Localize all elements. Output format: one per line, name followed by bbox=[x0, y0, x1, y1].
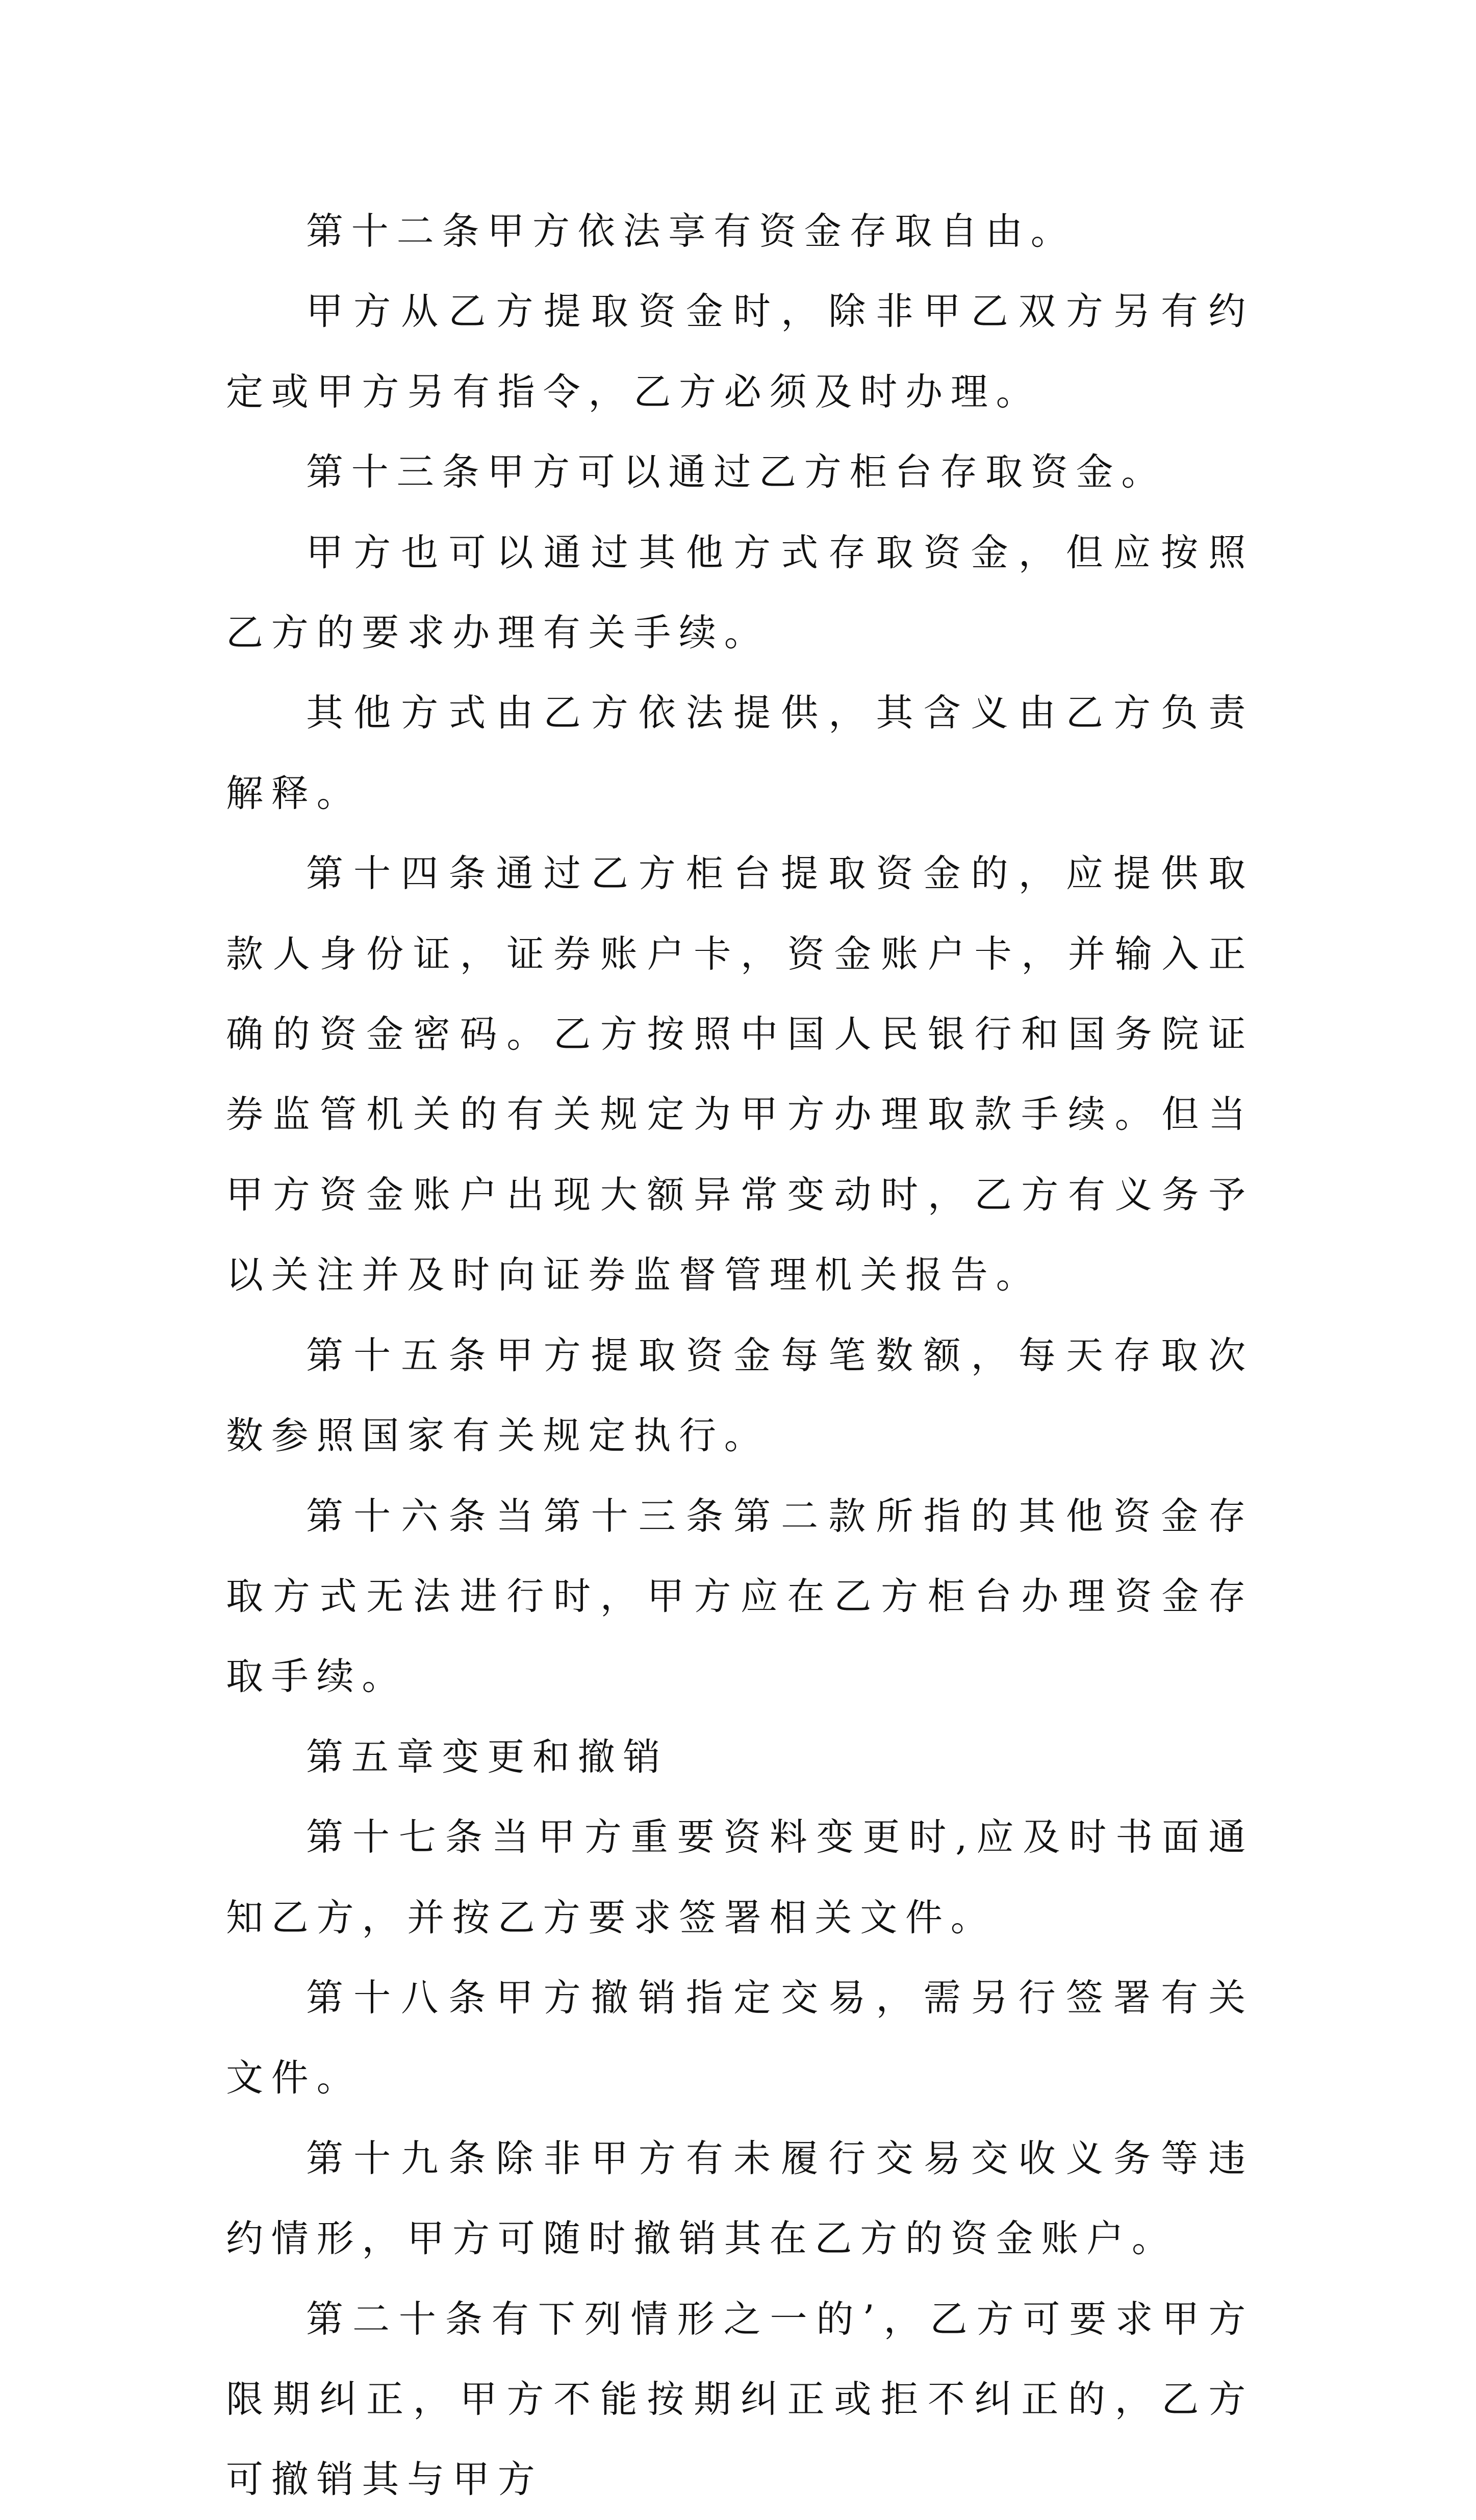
document-body bbox=[226, 191, 1254, 2520]
paragraph-withdrawal-handling: 甲方从乙方提取资金时，除非甲乙双方另有约定或甲方另有指令，乙方必须及时办理。 bbox=[226, 290, 1254, 414]
paragraph-article-17: 第十七条当甲方重要资料变更时,应及时书面通知乙方，并按乙方要求签署相关文件。 bbox=[226, 1816, 1254, 1939]
paragraph-other-methods-definition: 其他方式由乙方依法提供，其含义由乙方负责解释。 bbox=[226, 691, 1254, 815]
paragraph-article-12: 第十二条甲方依法享有资金存取自由。 bbox=[306, 210, 1076, 253]
paragraph-article-20: 第二十条有下列情形之一的’，乙方可要求甲方限期纠正，甲方不能按期纠正或拒不纠正的，乙方可撤销其与甲方 bbox=[226, 2297, 1254, 2502]
paragraph-article-16: 第十六条当第十三条第二款所指的其他资金存取方式无法进行时，甲方应在乙方柜台办理资金存取手续。 bbox=[226, 1494, 1254, 1699]
paragraph-article-14: 第十四条通过乙方柜台提取资金的，应提供取款人身份证，证券账户卡，资金账户卡，并输入正确的资金密码。乙方按照中国人民银行和国务院证券监管机关的有关规定为甲方办理取款手续。但当甲方资金账户出现大额异常变动时，乙方有义务予以关注并及时向证券监督管理机关报告。 bbox=[226, 852, 1254, 1297]
paragraph-other-methods: 甲方也可以通过其他方式存取资金，但应按照乙方的要求办理有关手续。 bbox=[226, 531, 1254, 655]
paragraph-article-13: 第十三条甲方可以通过乙方柜台存取资金。 bbox=[306, 450, 1167, 494]
paragraph-article-19: 第十九条除非甲方有未履行交易交收义务等违约情形，甲方可随时撤销其在乙方的资金账户。 bbox=[226, 2136, 1254, 2261]
paragraph-article-18: 第十八条甲方撤销指定交易，需另行签署有关文件。 bbox=[226, 1976, 1254, 2100]
chapter-heading: 第五章变更和撤销 bbox=[306, 1735, 669, 1779]
paragraph-article-15: 第十五条甲方提取资金每笔数额，每天存取次数参照国家有关规定执行。 bbox=[226, 1333, 1254, 1458]
